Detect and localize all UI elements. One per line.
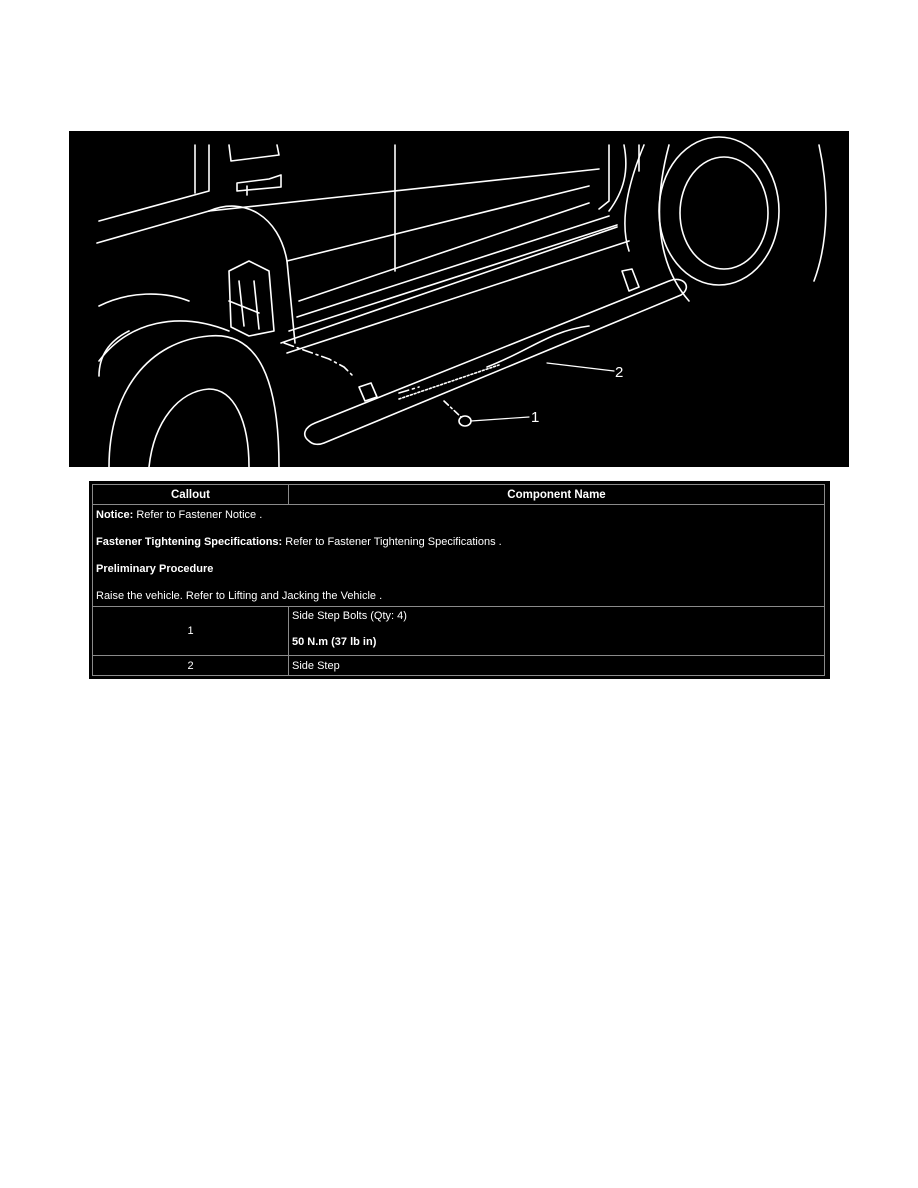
notes-row (93, 505, 825, 607)
component-name-cell (289, 607, 825, 656)
callout-label-1: 1 (531, 409, 540, 426)
notice-line (96, 509, 821, 522)
table-header-row (93, 485, 825, 505)
callout-label-2: 2 (615, 364, 624, 381)
procedure-label: Preliminary Procedure (96, 563, 214, 575)
procedure-text: Raise the vehicle. Refer to Lifting and Jacking the Vehicle . (96, 590, 383, 602)
torque-spec: 50 N.m (37 lb in) (292, 636, 377, 648)
component-name: Side Step (289, 656, 825, 676)
callout-table-frame (89, 481, 830, 679)
header-callout: Callout (93, 485, 289, 505)
callout-table (92, 484, 825, 676)
callout-cell: 1 (93, 607, 289, 656)
table-row (93, 656, 825, 676)
fastener-label: Fastener Tightening Specifications: (96, 536, 283, 548)
table-row (93, 607, 825, 656)
fastener-line (96, 536, 821, 549)
notes-cell (93, 505, 825, 607)
callout-cell: 2 (93, 656, 289, 676)
component-name: Side Step Bolts (Qty: 4) (292, 610, 407, 622)
notice-label: Notice: (96, 509, 134, 521)
vehicle-side-step-drawing (69, 131, 849, 467)
notice-text: Refer to Fastener Notice . (133, 509, 263, 521)
fastener-text: Refer to Fastener Tightening Specifications . (282, 536, 502, 548)
header-component-name: Component Name (289, 485, 825, 505)
side-step-illustration (69, 131, 849, 467)
